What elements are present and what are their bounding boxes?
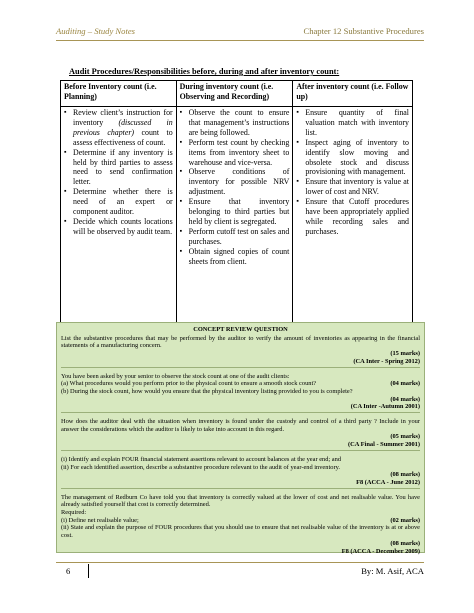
question-1-marks: (15 marks) (390, 350, 420, 358)
column-header-after: After inventory count (i.e. Follow up) (293, 81, 413, 107)
question-5-part-ii: (ii) State and explain the purpose of FOUR procedures that you should use to ensure that net realisable value of the inventory is at or above cost. (61, 524, 420, 540)
question-3-marks: (05 marks) (390, 433, 420, 441)
question-5-text: The management of Redburn Co have told you that inventory is correctly valued at the lower of cost and net realisable value. You have already satisfied yourself that cost is correctly determined. (61, 493, 420, 509)
inventory-procedures-table (60, 80, 413, 327)
question-4-part-ii: (ii) For each identified assertion, describe a substantive procedure relevant to the audit of year-end inventory. (61, 463, 340, 471)
question-divider (61, 488, 420, 489)
concept-review-title: CONCEPT REVIEW QUESTION (193, 326, 288, 333)
list-item: ▪ Observe the count to ensure that management’s instructions are being followed. (180, 108, 290, 138)
page-header (56, 26, 424, 40)
question-1-source: (CA Inter - Spring 2012) (353, 357, 420, 365)
section-title: Audit Procedures/Responsibilities before, during and after inventory count: (69, 67, 340, 76)
list-item: ▪ Perform cutoff test on sales and purchases. (180, 227, 290, 247)
footer-author: By: M. Asif, ACA (361, 566, 424, 576)
header-title-right: Chapter 12 Substantive Procedures (303, 26, 424, 36)
column-header-during: During inventory count (i.e. Observing and Recording) (176, 81, 293, 107)
question-5-required: Required: (61, 509, 87, 517)
list-item: ▪ Obtain signed copies of count sheets from client. (180, 247, 290, 267)
before-count-cell (61, 107, 177, 327)
after-count-cell (293, 107, 413, 327)
concept-review-box (56, 322, 425, 553)
question-2-intro: You have been asked by your senior to observe the stock count at one of the audit clients: (61, 372, 290, 380)
question-2b: (b) During the stock count, how would you ensure that the physical inventory listing provided to you is complete? (61, 387, 353, 395)
list-item: ▪ Ensure quantity of final valuation match with inventory list. (296, 108, 409, 138)
list-item: ▪ Ensure that Cutoff procedures have been appropriately applied while recording sales and purchases. (296, 197, 409, 237)
page-number: 6 (66, 566, 71, 576)
list-item: ▪ Determine if any inventory is held by third parties to assess need to send confirmation letter. (64, 148, 173, 188)
list-item: ▪ Inspect aging of inventory to identify slow moving and obsolete stock and discuss provisioning with management. (296, 138, 409, 178)
header-divider (56, 40, 424, 41)
list-item: ▪ Ensure that inventory belonging to third parties but held by client is segregated. (180, 197, 290, 227)
question-divider (61, 450, 420, 451)
question-1-text: List the substantive procedures that may be performed by the auditor to verify the amount of inventories as appearing in the financial statements of a manufacturing concern. (61, 334, 420, 350)
list-item: ▪ Perform test count by checking items from inventory sheet to warehouse and vice-versa. (180, 138, 290, 168)
question-4-marks: (08 marks) (390, 471, 420, 479)
question-5-part-i: (02 marks) (i) Define net realisable value; (61, 516, 420, 524)
question-4-part-i: (i) Identify and explain FOUR financial statement assertions relevant to account balances at the year end; and (61, 455, 342, 463)
question-2-source: (CA Inter -Autumn 2001) (350, 403, 420, 411)
question-2a: (04 marks) (a) What procedures would you perform prior to the physical count to ensure a smooth stock count? (61, 380, 420, 388)
list-item: ▪ Ensure that inventory is value at lower of cost and NRV. (296, 177, 409, 197)
column-header-before: Before Inventory count (i.e. Planning) (61, 81, 177, 107)
question-divider (61, 412, 420, 413)
question-5-source: F8 (ACCA - December 2009) (341, 547, 420, 555)
header-title-left: Auditing – Study Notes (56, 26, 136, 36)
footer-separator (88, 564, 89, 578)
question-3-source: (CA Final - Summer 2001) (348, 441, 420, 449)
footer-divider (56, 562, 424, 563)
list-item: ▪ Observe conditions of inventory for possible NRV adjustment. (180, 167, 290, 197)
question-5-marks: (08 marks) (390, 539, 420, 547)
question-4-source: F8 (ACCA - June 2012) (356, 478, 420, 486)
list-item: ▪ Review client’s instruction for inventory (discussed in previous chapter) count to assess effectiveness of count. (64, 108, 173, 148)
question-divider (61, 367, 420, 368)
question-2b-marks: (04 marks) (390, 395, 420, 403)
list-item: ▪ Determine whether there is need of an expert or component auditor. (64, 187, 173, 217)
during-count-cell (176, 107, 293, 327)
list-item: ▪ Decide which counts locations will be observed by audit team. (64, 217, 173, 237)
question-3-text: How does the auditor deal with the situation when inventory is found under the custody and control of a third party ? Include in your answer the considerations which the auditor is likely to take into account in this regard. (61, 418, 420, 433)
